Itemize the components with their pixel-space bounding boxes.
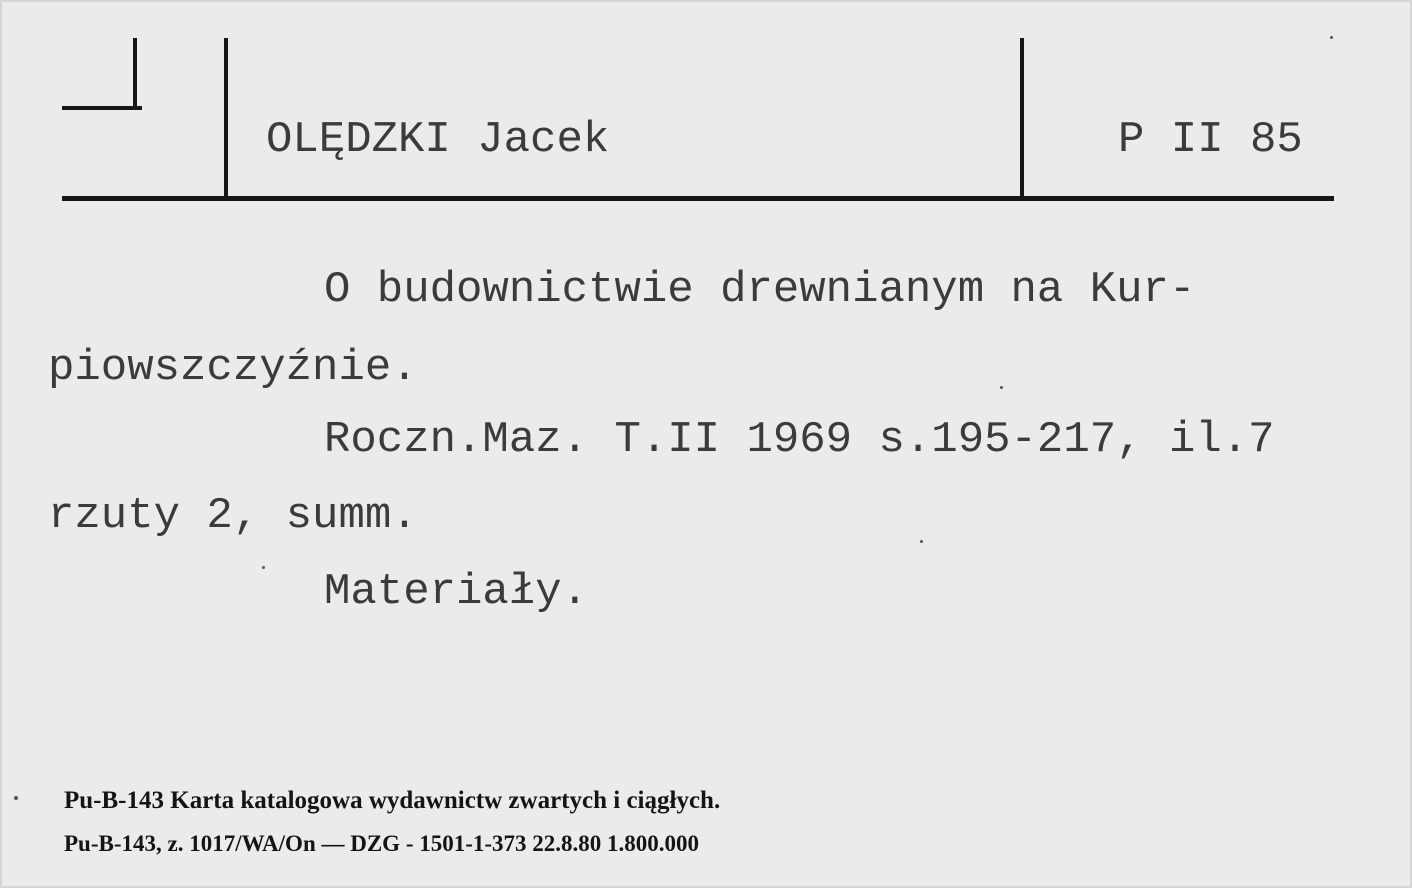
corner-mark-horizontal (62, 106, 142, 110)
right-column-divider (1020, 38, 1024, 198)
scan-speck (14, 796, 18, 800)
scan-speck (920, 540, 923, 543)
source-line-1: Roczn.Maz. T.II 1969 s.195-217, il.7 (324, 415, 1275, 465)
header-underline (62, 196, 1334, 201)
note-line: Materiały. (324, 567, 589, 617)
title-line-2: piowszczyźnie. (48, 343, 418, 393)
corner-mark-vertical (133, 38, 137, 108)
author-heading: OLĘDZKI Jacek (266, 115, 610, 165)
scan-speck (1000, 386, 1003, 389)
print-info: Pu-B-143, z. 1017/WA/On — DZG - 1501-1-373 22.8.80 1.800.000 (64, 831, 700, 856)
left-column-divider (224, 38, 228, 198)
scan-speck (1330, 36, 1333, 39)
source-line-2: rzuty 2, summ. (48, 491, 418, 541)
call-number: P II 85 (1118, 115, 1303, 165)
scan-speck (262, 566, 265, 569)
form-description: Pu-B-143 Karta katalogowa wydawnictw zwartych i ciągłych. (64, 787, 721, 814)
title-line-1: O budownictwie drewnianym na Kur- (324, 265, 1196, 315)
